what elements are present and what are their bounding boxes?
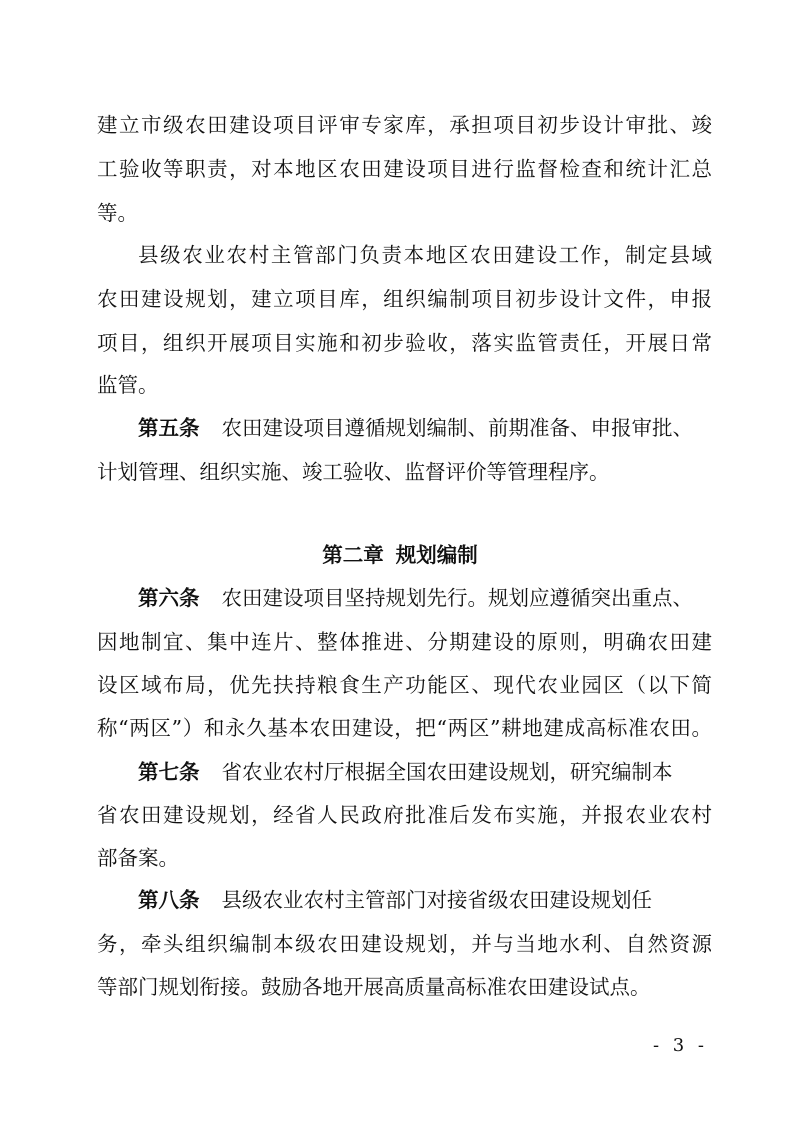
article-6-line-2: 因地制宜、集中连片、整体推进、分期建设的原则，明确农田建 bbox=[97, 630, 712, 654]
article-5-label: 第五条 bbox=[138, 416, 200, 440]
article-6-line-3: 设区域布局，优先扶持粮食生产功能区、现代农业园区（以下简 bbox=[97, 673, 712, 697]
article-6-line-4: 称“两区”）和永久基本农田建设，把“两区”耕地建成高标准农田。 bbox=[97, 716, 712, 740]
article-8-text-1: 县级农业农村主管部门对接省级农田建设规划任 bbox=[221, 888, 652, 912]
chapter-number: 第二章 bbox=[322, 543, 384, 567]
article-8-label: 第八条 bbox=[138, 888, 200, 912]
article-6-label: 第六条 bbox=[138, 586, 200, 610]
paragraph-2-line-4: 监管。 bbox=[97, 373, 159, 397]
article-5-text-1: 农田建设项目遵循规划编制、前期准备、申报审批、 bbox=[221, 416, 693, 440]
article-7-label: 第七条 bbox=[138, 760, 200, 784]
paragraph-1-line-3: 等。 bbox=[97, 201, 138, 225]
article-7-line-2: 省农田建设规划，经省人民政府批准后发布实施，并报农业农村 bbox=[97, 803, 712, 827]
paragraph-2-line-2: 农田建设规划，建立项目库，组织编制项目初步设计文件，申报 bbox=[97, 287, 712, 311]
article-8-line-2: 务，牵头组织编制本级农田建设规划，并与当地水利、自然资源 bbox=[97, 932, 712, 956]
paragraph-1-line-2: 工验收等职责，对本地区农田建设项目进行监督检查和统计汇总 bbox=[97, 157, 712, 181]
article-7-line-3: 部备案。 bbox=[97, 846, 179, 870]
chapter-title: 规划编制 bbox=[395, 543, 478, 567]
paragraph-2-line-3: 项目，组织开展项目实施和初步验收，落实监管责任，开展日常 bbox=[97, 331, 712, 355]
article-5-line-1 bbox=[138, 408, 712, 448]
article-8-line-3: 等部门规划衔接。鼓励各地开展高质量高标准农田建设试点。 bbox=[97, 975, 651, 999]
page-number: - 3 - bbox=[652, 1035, 708, 1056]
article-5-line-2: 计划管理、组织实施、竣工验收、监督评价等管理程序。 bbox=[97, 460, 610, 484]
article-7-text-1: 省农业农村厅根据全国农田建设规划，研究编制本 bbox=[221, 760, 673, 784]
article-6-text-1: 农田建设项目坚持规划先行。规划应遵循突出重点、 bbox=[221, 586, 693, 610]
article-8-line-1 bbox=[138, 880, 712, 920]
article-6-line-1 bbox=[138, 578, 712, 618]
paragraph-2-line-1: 县级农业农村主管部门负责本地区农田建设工作，制定县域 bbox=[138, 243, 712, 267]
article-7-line-1 bbox=[138, 752, 712, 792]
chapter-heading bbox=[0, 535, 800, 575]
paragraph-1-line-1: 建立市级农田建设项目评审专家库，承担项目初步设计审批、竣 bbox=[97, 113, 712, 137]
